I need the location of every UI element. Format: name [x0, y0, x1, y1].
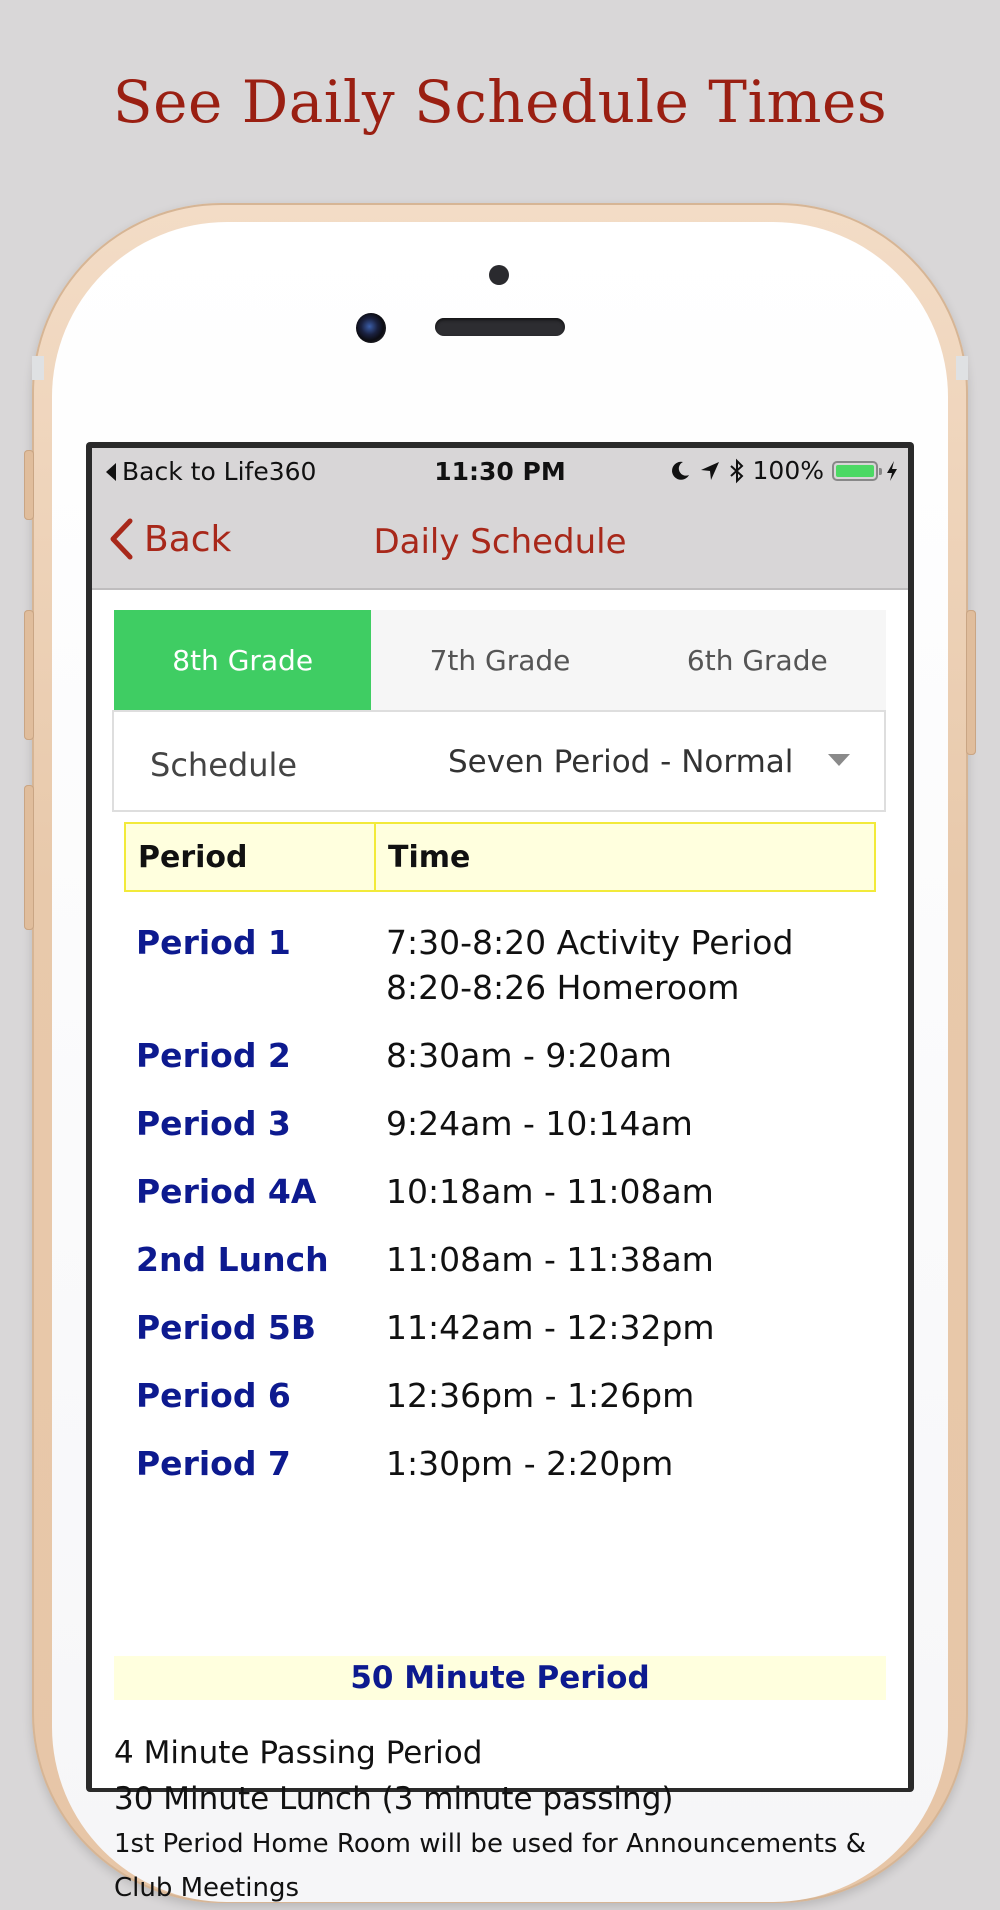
charging-bolt-icon [886, 460, 898, 482]
period-name: Period 5B [136, 1308, 317, 1347]
table-header [124, 822, 876, 892]
table-row [92, 1225, 908, 1293]
phone-volume-up [24, 610, 34, 740]
table-row [92, 908, 908, 1021]
note-lunch: 30 Minute Lunch (3 minute passing) [114, 1781, 674, 1817]
bluetooth-icon [729, 459, 745, 483]
page-title: Daily Schedule [373, 522, 627, 562]
schedule-content [92, 590, 908, 1903]
antenna-band-left [32, 356, 44, 380]
moon-icon [669, 460, 691, 482]
period-name: Period 1 [136, 923, 291, 962]
period-time-line: 8:20-8:26 Homeroom [386, 968, 740, 1007]
app-display [92, 448, 908, 1903]
back-to-app-label: Back to Life360 [122, 457, 317, 486]
status-time: 11:30 PM [434, 457, 566, 486]
front-camera-icon [356, 313, 386, 343]
grade-segmented-control [114, 610, 886, 710]
table-row [92, 1021, 908, 1089]
period-time: 12:36pm - 1:26pm [386, 1376, 695, 1415]
note-homeroom: 1st Period Home Room will be used for Announcements & Club Meetings [114, 1829, 866, 1903]
phone-power-button [966, 610, 976, 755]
period-time [386, 920, 793, 1010]
status-bar [92, 448, 908, 494]
earpiece-speaker [435, 318, 565, 336]
promo-headline: See Daily Schedule Times [112, 68, 888, 136]
table-row [92, 1293, 908, 1361]
location-arrow-icon [699, 460, 721, 482]
antenna-band-right [956, 356, 968, 380]
table-row [92, 1361, 908, 1429]
phone-volume-down [24, 785, 34, 930]
period-name: Period 7 [136, 1444, 291, 1483]
phone-mute-switch [24, 450, 34, 520]
dropdown-arrow-icon [828, 754, 850, 766]
navigation-bar [92, 494, 908, 590]
battery-percent: 100% [752, 456, 824, 485]
period-name: Period 4A [136, 1172, 317, 1211]
table-row [92, 1429, 908, 1497]
period-time: 11:08am - 11:38am [386, 1240, 714, 1279]
schedule-selector[interactable] [112, 710, 886, 812]
period-time-line: 7:30-8:20 Activity Period [386, 923, 794, 962]
back-button-label: Back [144, 518, 232, 560]
tab-8th-grade[interactable]: 8th Grade [114, 610, 371, 710]
period-time: 8:30am - 9:20am [386, 1036, 672, 1075]
battery-icon [832, 461, 878, 481]
period-time: 1:30pm - 2:20pm [386, 1444, 674, 1483]
tab-7th-grade[interactable]: 7th Grade [429, 643, 571, 677]
battery-level-fill [836, 465, 874, 477]
period-time: 9:24am - 10:14am [386, 1104, 693, 1143]
proximity-sensor [489, 265, 509, 285]
tab-6th-grade[interactable]: 6th Grade [686, 643, 828, 677]
period-name: Period 3 [136, 1104, 291, 1143]
period-time: 10:18am - 11:08am [386, 1172, 714, 1211]
column-header-period: Period [126, 824, 376, 890]
period-name: Period 6 [136, 1376, 291, 1415]
schedule-notes [114, 1730, 894, 1910]
schedule-table-body [92, 908, 908, 1497]
status-icons [669, 456, 898, 485]
period-name: 2nd Lunch [136, 1240, 329, 1279]
column-header-time: Time [388, 839, 471, 875]
schedule-selected-value: Seven Period - Normal [448, 744, 794, 780]
period-name: Period 2 [136, 1036, 291, 1075]
table-row [92, 1157, 908, 1225]
period-length-banner: 50 Minute Period [114, 1656, 886, 1700]
table-row [92, 1089, 908, 1157]
period-time: 11:42am - 12:32pm [386, 1308, 715, 1347]
schedule-label: Schedule [150, 746, 298, 784]
note-passing-period: 4 Minute Passing Period [114, 1735, 483, 1771]
